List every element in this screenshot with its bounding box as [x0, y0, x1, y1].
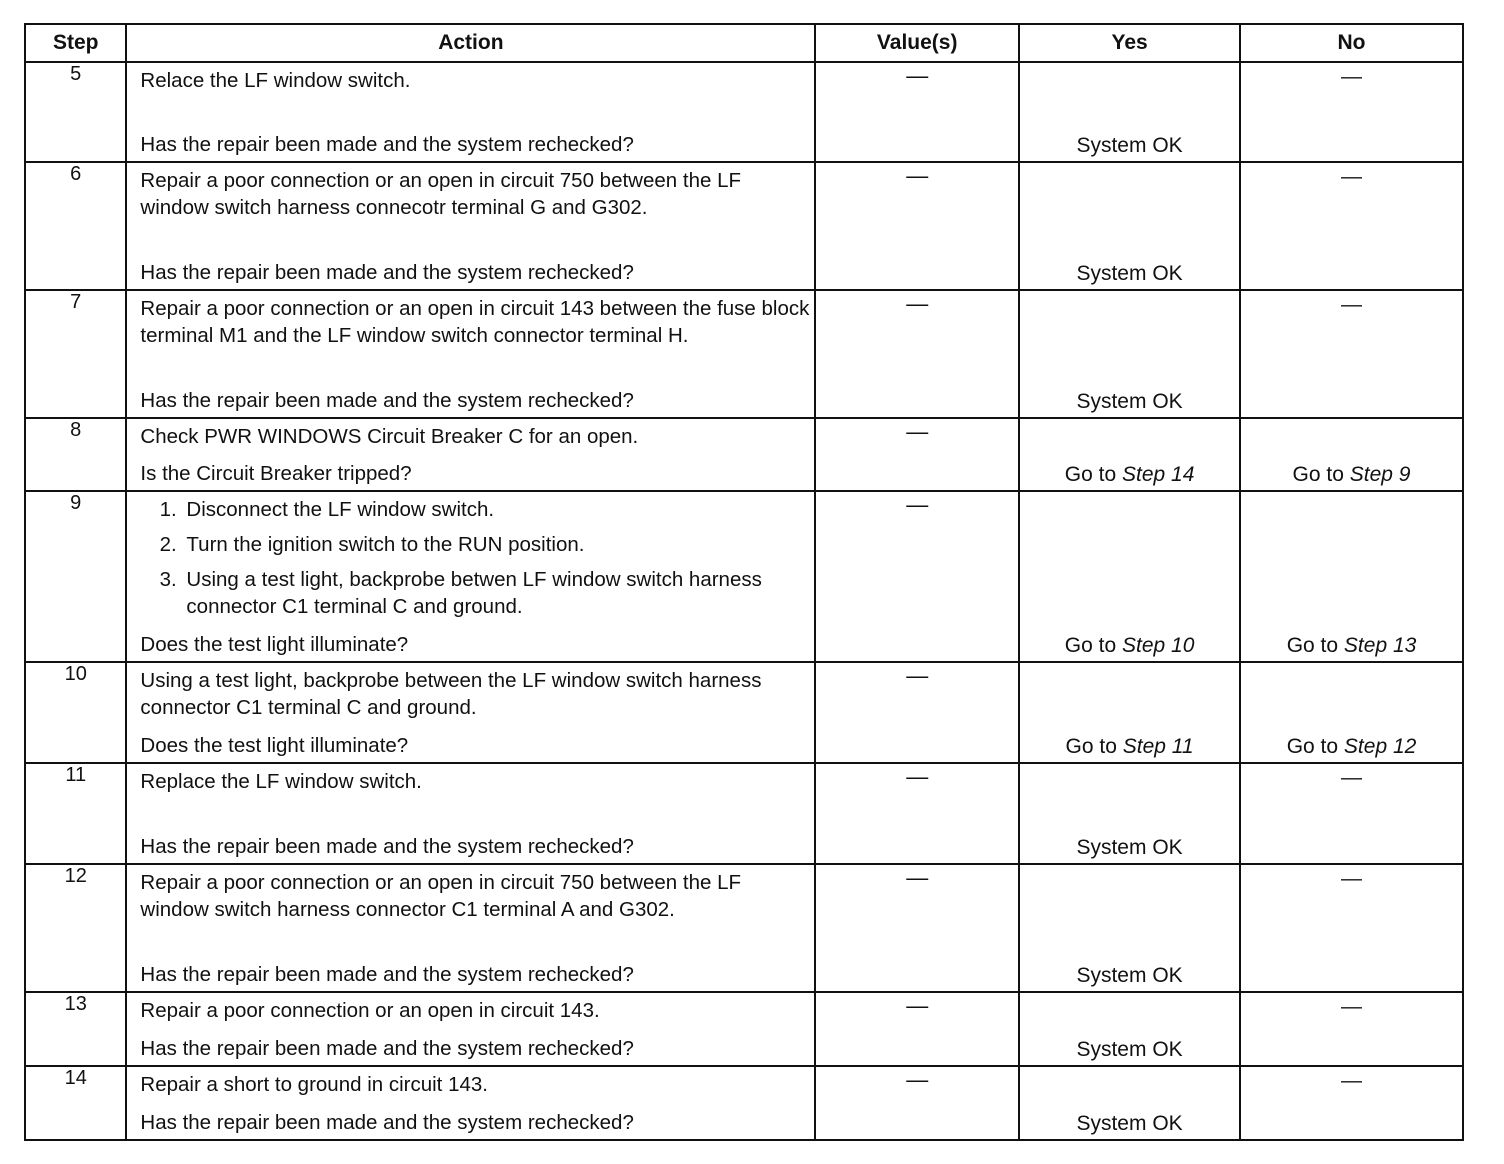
action-question: Has the repair been made and the system rechecked? [140, 1037, 634, 1060]
no-cell [1240, 290, 1463, 418]
action-cell [126, 992, 815, 1066]
yes-result [1020, 634, 1239, 658]
step-link[interactable]: Step 13 [1343, 634, 1417, 657]
value-cell: — [815, 418, 1019, 491]
yes-result: System OK [1076, 964, 1183, 987]
action-cell [126, 662, 815, 763]
action-question: Has the repair been made and the system rechecked? [140, 389, 634, 412]
value-cell: — [815, 864, 1019, 992]
table-row [25, 864, 1463, 992]
go-to-label: Go to [1064, 463, 1117, 486]
value-cell: — [815, 992, 1019, 1066]
yes-result [1020, 735, 1239, 759]
step-link[interactable]: Step 10 [1121, 634, 1195, 657]
table-row [25, 992, 1463, 1066]
step-number: 9 [25, 491, 126, 662]
action-cell [126, 162, 815, 290]
value-cell: — [815, 290, 1019, 418]
yes-cell [1019, 491, 1240, 662]
no-result [1241, 735, 1462, 759]
value-cell: — [815, 62, 1019, 162]
no-result: — [1341, 867, 1363, 890]
step-number: 7 [25, 290, 126, 418]
value-cell: — [815, 491, 1019, 662]
yes-result: System OK [1076, 390, 1183, 413]
table-row [25, 1066, 1463, 1140]
header-step: Step [25, 24, 126, 62]
step-number: 12 [25, 864, 126, 992]
table-row [25, 62, 1463, 162]
step-link[interactable]: Step 9 [1349, 463, 1411, 486]
yes-cell [1019, 864, 1240, 992]
table-row [25, 662, 1463, 763]
no-cell [1240, 662, 1463, 763]
step-number: 5 [25, 62, 126, 162]
yes-cell [1019, 62, 1240, 162]
step-link[interactable]: Step 12 [1343, 735, 1417, 758]
action-cell [126, 1066, 815, 1140]
go-to-label: Go to [1064, 634, 1117, 657]
header-action: Action [126, 24, 815, 62]
step-number: 8 [25, 418, 126, 491]
action-question: Has the repair been made and the system rechecked? [140, 835, 634, 858]
action-substeps [127, 492, 814, 620]
value-cell: — [815, 162, 1019, 290]
table-row [25, 491, 1463, 662]
action-question: Has the repair been made and the system rechecked? [140, 133, 634, 156]
no-result: — [1341, 1069, 1363, 1092]
no-cell [1240, 1066, 1463, 1140]
yes-cell [1019, 1066, 1240, 1140]
action-text: Repair a poor connection or an open in circuit 750 between the LF window switch harness connecotr terminal G and G302. [140, 169, 741, 219]
action-text: Repair a poor connection or an open in circuit 750 between the LF window switch harness connector C1 terminal A and G302. [140, 871, 741, 921]
substep-list [140, 496, 814, 620]
diagnostic-table [24, 23, 1464, 1141]
yes-cell [1019, 662, 1240, 763]
action-text: Replace the LF window switch. [140, 770, 422, 793]
yes-result: System OK [1076, 134, 1183, 157]
go-to-label: Go to [1292, 463, 1344, 486]
no-result [1241, 463, 1462, 487]
table-row [25, 418, 1463, 491]
step-number: 10 [25, 662, 126, 763]
no-cell [1240, 992, 1463, 1066]
yes-result [1020, 463, 1239, 487]
no-result: — [1341, 766, 1363, 789]
no-cell [1240, 491, 1463, 662]
step-link[interactable]: Step 14 [1121, 463, 1195, 486]
action-question: Does the test light illuminate? [140, 633, 409, 656]
step-link[interactable]: Step 11 [1122, 735, 1194, 758]
action-question: Has the repair been made and the system rechecked? [140, 963, 634, 986]
value-cell: — [815, 763, 1019, 864]
yes-cell [1019, 763, 1240, 864]
header-yes: Yes [1019, 24, 1240, 62]
go-to-label: Go to [1286, 735, 1339, 758]
substep-item: 1. Disconnect the LF window switch. [182, 496, 814, 523]
value-cell: — [815, 1066, 1019, 1140]
no-result: — [1341, 165, 1363, 188]
action-cell [126, 864, 815, 992]
no-result: — [1341, 293, 1363, 316]
header-no: No [1240, 24, 1463, 62]
step-number: 13 [25, 992, 126, 1066]
action-text: Repair a poor connection or an open in circuit 143 between the fuse block terminal M1 and the LF window switch connector terminal H. [140, 297, 810, 347]
yes-cell [1019, 992, 1240, 1066]
go-to-label: Go to [1286, 634, 1339, 657]
yes-result: System OK [1076, 1112, 1183, 1135]
table-row [25, 763, 1463, 864]
step-number: 14 [25, 1066, 126, 1140]
no-cell [1240, 418, 1463, 491]
no-cell [1240, 864, 1463, 992]
header-values: Value(s) [815, 24, 1019, 62]
header-row [25, 24, 1463, 62]
action-question: Has the repair been made and the system rechecked? [140, 1111, 634, 1134]
value-cell: — [815, 662, 1019, 763]
action-cell [126, 763, 815, 864]
action-cell [126, 290, 815, 418]
action-cell [126, 491, 815, 662]
yes-cell [1019, 418, 1240, 491]
action-cell [126, 62, 815, 162]
step-number: 11 [25, 763, 126, 864]
table-row [25, 290, 1463, 418]
substep-item: 3. Using a test light, backprobe betwen LF window switch harness connector C1 terminal C and ground. [182, 566, 814, 620]
action-cell [126, 418, 815, 491]
action-text: Repair a poor connection or an open in circuit 143. [140, 999, 600, 1022]
action-question: Is the Circuit Breaker tripped? [140, 462, 412, 485]
yes-cell [1019, 162, 1240, 290]
yes-result: System OK [1076, 836, 1183, 859]
action-text: Relace the LF window switch. [140, 69, 411, 92]
yes-result: System OK [1076, 262, 1183, 285]
action-question: Has the repair been made and the system rechecked? [140, 261, 634, 284]
yes-result: System OK [1076, 1038, 1183, 1061]
action-text: Using a test light, backprobe between the LF window switch harness connector C1 terminal C and ground. [140, 669, 762, 719]
go-to-label: Go to [1065, 735, 1117, 758]
no-result: — [1341, 65, 1363, 88]
substep-item: 2. Turn the ignition switch to the RUN position. [182, 531, 814, 558]
no-result [1241, 634, 1462, 658]
yes-cell [1019, 290, 1240, 418]
action-text: Repair a short to ground in circuit 143. [140, 1073, 488, 1096]
action-text: Check PWR WINDOWS Circuit Breaker C for an open. [140, 425, 639, 448]
table-row [25, 162, 1463, 290]
no-cell [1240, 763, 1463, 864]
action-question: Does the test light illuminate? [140, 734, 409, 757]
no-cell [1240, 162, 1463, 290]
step-number: 6 [25, 162, 126, 290]
no-result: — [1341, 995, 1363, 1018]
no-cell [1240, 62, 1463, 162]
